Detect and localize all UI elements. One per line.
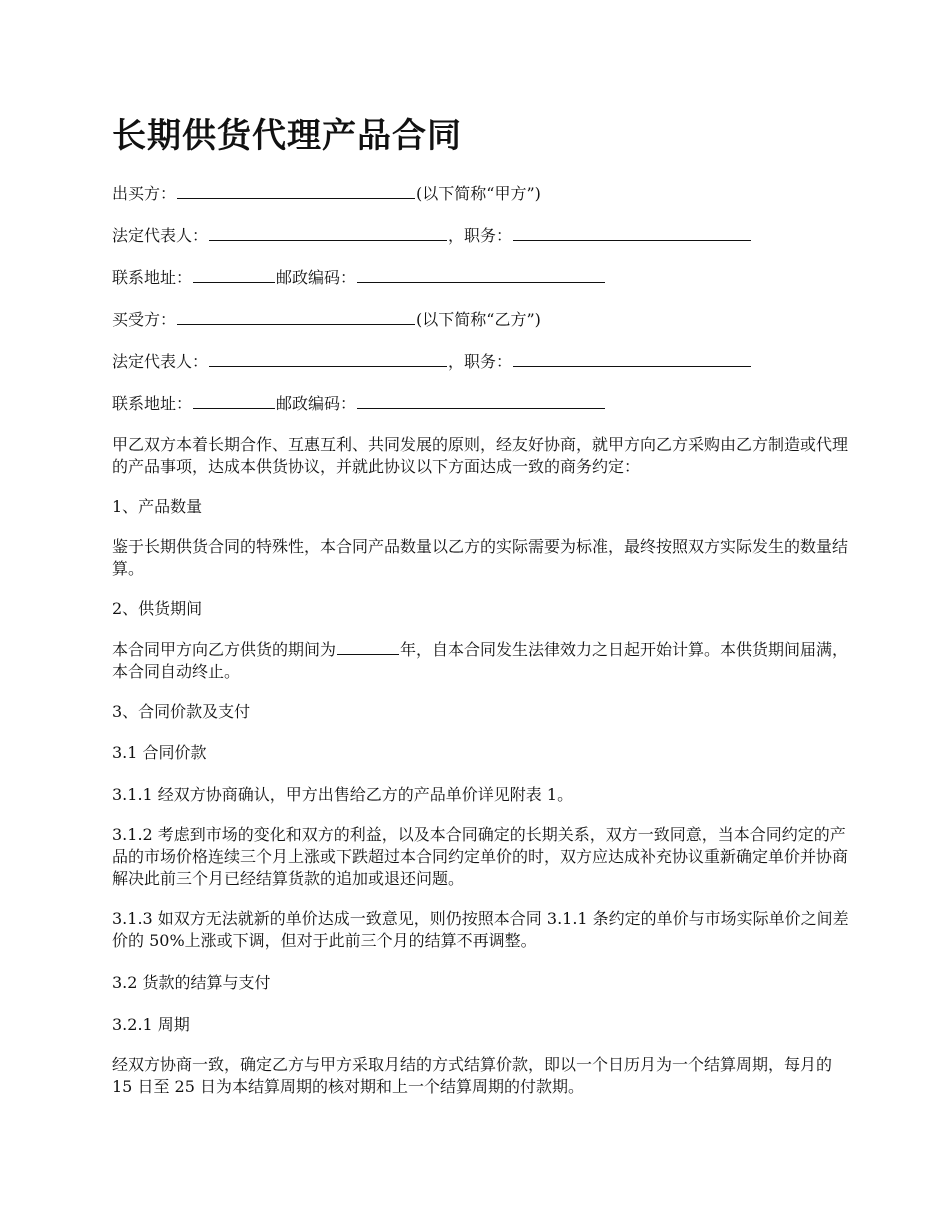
party-a-postal-blank (357, 266, 605, 283)
section-2-text (112, 638, 850, 683)
party-b-rep-line (112, 350, 752, 373)
party-a-address-line (112, 266, 606, 289)
party-b-buyer-line (112, 308, 541, 331)
section-3-2-1-heading: 3.2.1 周期 (112, 1015, 190, 1034)
party-b-postal-blank (357, 392, 605, 409)
party-a-rep-label: 法定代表人： (112, 226, 209, 245)
clause-3-1-2: 3.1.2 考虑到市场的变化和双方的利益，以及本合同确定的长期关系，双方一致同意，当本合同约定的产品的市场价格连续三个月上涨或下跌超过本合同约定单价的时，双方应达成补充协议重新确定单价并协商解决此前三个月已经结算货款的追加或退还问题。 (112, 825, 849, 888)
section-2-text-after: 年，自本合同发生法律效力之日起开始计算。本供货期间届满，本合同自动终止。 (112, 640, 849, 681)
party-b-position-label: ，职务： (448, 352, 513, 371)
party-b-buyer-suffix: (以下简称“乙方”) (416, 310, 541, 329)
party-b-position-blank (513, 350, 751, 367)
party-a-position-blank (513, 224, 751, 241)
section-1-heading: 1、产品数量 (112, 497, 203, 516)
clause-3-1-1: 3.1.1 经双方协商确认，甲方出售给乙方的产品单价详见附表 1。 (112, 785, 574, 804)
party-b-buyer-label: 买受方： (112, 310, 177, 329)
party-b-rep-label: 法定代表人： (112, 352, 209, 371)
section-3-2-heading: 3.2 货款的结算与支付 (112, 973, 271, 992)
party-a-rep-line (112, 224, 752, 247)
party-a-buyer-line (112, 182, 541, 205)
section-2-text-before: 本合同甲方向乙方供货的期间为 (112, 640, 337, 659)
supply-years-blank (337, 638, 399, 655)
section-2-heading: 2、供货期间 (112, 599, 203, 618)
party-a-address-blank (193, 266, 275, 283)
party-a-buyer-label: 出买方： (112, 184, 177, 203)
contract-title: 长期供货代理产品合同 (112, 116, 462, 156)
party-a-position-label: ，职务： (448, 226, 513, 245)
clause-3-1-3: 3.1.3 如双方无法就新的单价达成一致意见，则仍按照本合同 3.1.1 条约定的单价与市场实际单价之间差价的 50%上涨或下调，但对于此前三个月的结算不再调整。 (112, 909, 849, 950)
party-b-address-line (112, 392, 606, 415)
clause-3-2-1-text: 经双方协商一致，确定乙方与甲方采取月结的方式结算价款，即以一个日历月为一个结算周期，每月的 15 日至 25 日为本结算周期的核对期和上一个结算周期的付款期。 (112, 1055, 833, 1096)
party-b-postal-label: 邮政编码： (276, 394, 357, 413)
section-3-heading: 3、合同价款及支付 (112, 702, 251, 721)
party-a-address-label: 联系地址： (112, 268, 193, 287)
party-b-buyer-blank (177, 308, 415, 325)
section-1-text: 鉴于长期供货合同的特殊性，本合同产品数量以乙方的实际需要为标准，最终按照双方实际发生的数量结算。 (112, 537, 849, 578)
party-b-rep-blank (209, 350, 447, 367)
party-b-address-blank (193, 392, 275, 409)
intro-paragraph: 甲乙双方本着长期合作、互惠互利、共同发展的原则，经友好协商，就甲方向乙方采购由乙方制造或代理的产品事项，达成本供货协议，并就此协议以下方面达成一致的商务约定： (112, 435, 849, 476)
party-b-address-label: 联系地址： (112, 394, 193, 413)
party-a-postal-label: 邮政编码： (276, 268, 357, 287)
section-3-1-heading: 3.1 合同价款 (112, 743, 207, 762)
party-a-rep-blank (209, 224, 447, 241)
party-a-buyer-suffix: (以下简称“甲方”) (416, 184, 541, 203)
party-a-buyer-blank (177, 182, 415, 199)
